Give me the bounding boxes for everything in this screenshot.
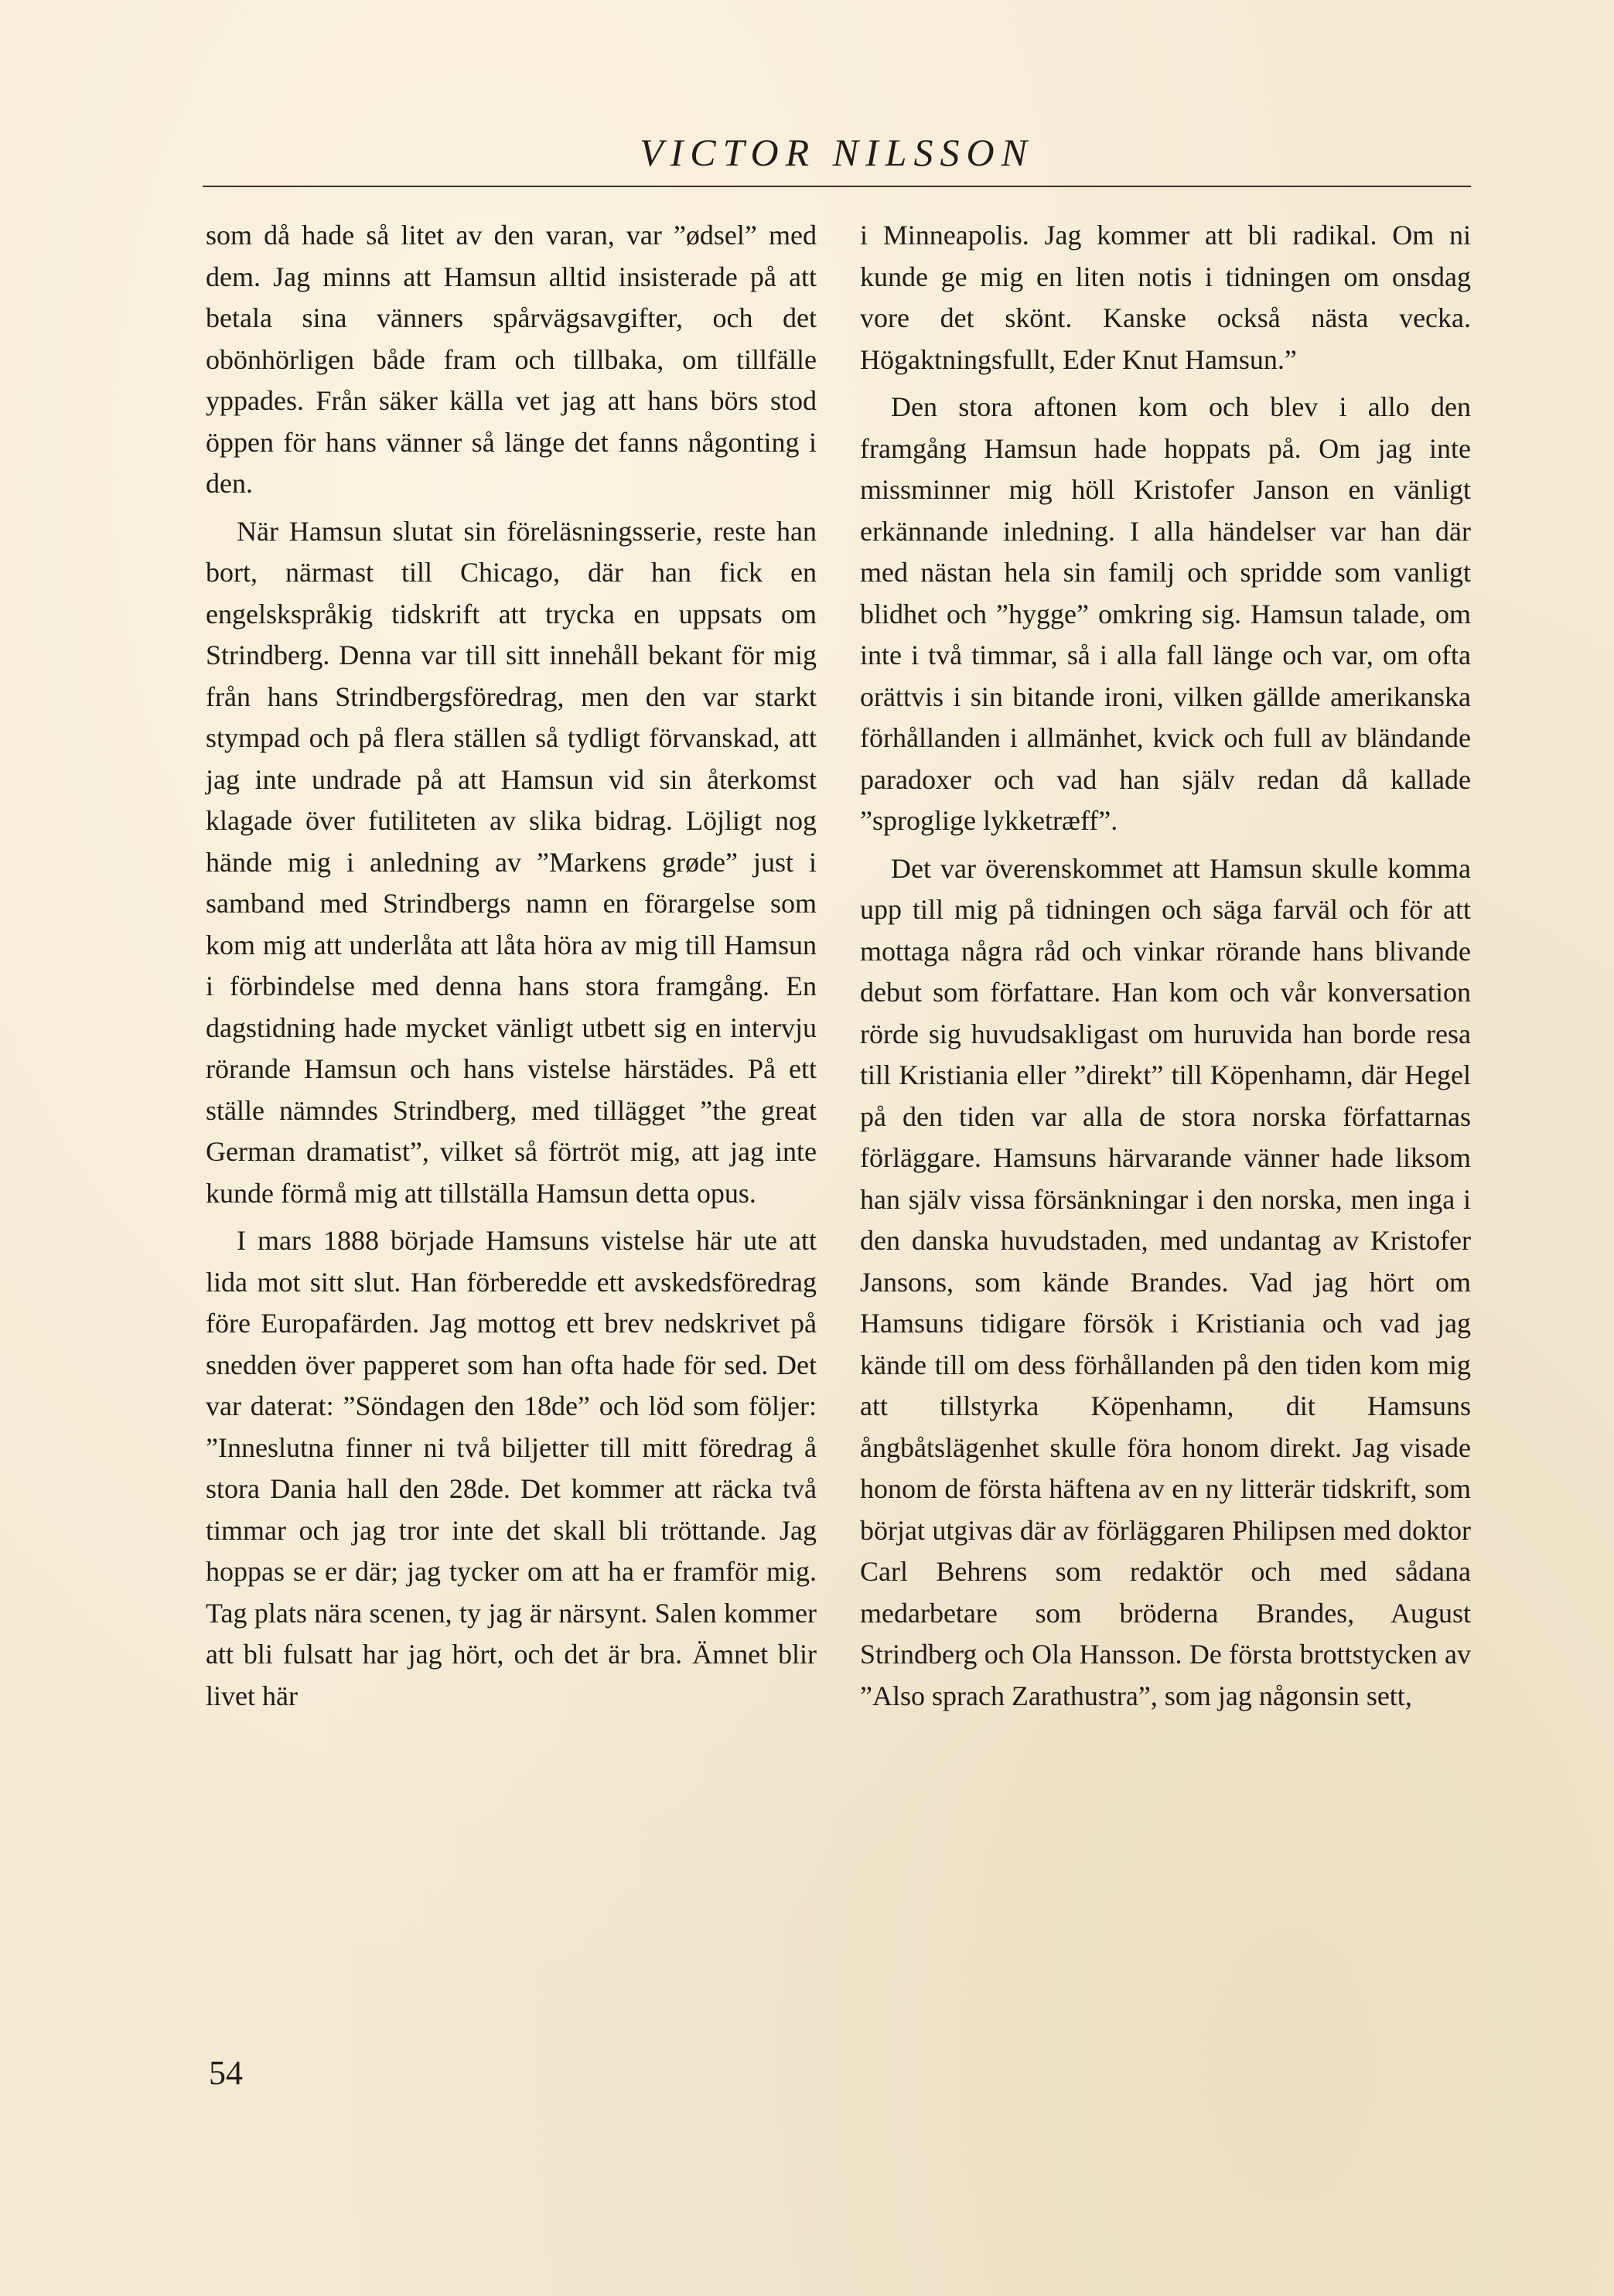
left-column xyxy=(206,215,817,1717)
paragraph: Det var överenskommet att Hamsun skulle komma upp till mig på tidningen och säga farväl och för att mottaga några råd och vinkar rörande hans blivande debut som författare. Han kom och vår konversation rörde sig huvudsakligast om huruvida han borde resa till Kristiania eller ”direkt” till Köpenhamn, där Hegel på den tiden var alla de stora norska författarnas förläggare. Hamsuns härvarande vänner hade liksom han själv vissa försänkningar i den norska, men inga i den danska huvudstaden, med undantag av Kristofer Jansons, som kände Brandes. Vad jag hört om Hamsuns tidigare försök i Kristiania och vad jag kände till om dess förhållanden på den tiden kom mig att tillstyrka Köpenhamn, dit Hamsuns ångbåtslägenhet skulle föra honom direkt. Jag visade honom de första häftena av en ny litterär tidskrift, som börjat utgivas där av förläggaren Philipsen med doktor Carl Behrens som redaktör och med sådana medarbetare som bröderna Brandes, August Strindberg och Ola Hansson. De första brottstycken av ”Also sprach Zarathustra”, som jag någonsin sett, xyxy=(860,852,1471,1711)
right-column xyxy=(860,215,1471,1717)
paragraph: I mars 1888 började Hamsuns vistelse här ute att lida mot sitt slut. Han förberedde ett avskedsföredrag före Europafärden. Jag mottog ett brev nedskrivet på snedden över papperet som han ofta hade för sed. Det var daterat: ”Söndagen den 18de” och löd som följer: ”Inneslutna finner ni två biljetter till mitt föredrag å stora Dania hall den 28de. Det kommer att räcka två timmar och jag tror inte det skall bli tröttande. Jag hoppas se er där; jag tycker om att ha er framför mig. Tag plats nära scenen, ty jag är närsynt. Salen kommer att bli fulsatt har jag hört, och det är bra. Ämnet blir livet här xyxy=(206,1225,817,1711)
paragraph: Den stora aftonen kom och blev i allo den framgång Hamsun hade hoppats på. Om jag inte missminner mig höll Kristofer Janson en vänligt erkännande inledning. I alla händelser var han där med nästan hela sin familj och spridde som vanligt blidhet och ”hygge” omkring sig. Hamsun talade, om inte i två timmar, så i alla fall länge och var, om ofta orättvis i sin bitande ironi, vilken gällde amerikanska förhållanden i allmänhet, kvick och full av bländande paradoxer och vad han själv redan då kallade ”sproglige lykketræff”. xyxy=(860,391,1471,836)
paragraph: som då hade så litet av den varan, var ”ødsel” med dem. Jag minns att Hamsun alltid insisterade på att betala sina vänners spårvägsavgifter, och det obönhörligen både fram och tillbaka, om tillfälle yppades. Från säker källa vet jag att hans börs stod öppen för hans vänner så länge det fanns någonting i den. xyxy=(206,220,817,499)
paragraph: i Minneapolis. Jag kommer att bli radikal. Om ni kunde ge mig en liten notis i tidningen om onsdag vore det skönt. Kanske också nästa vecka. Högaktningsfullt, Eder Knut Hamsun.” xyxy=(860,220,1471,375)
header-rule xyxy=(203,186,1471,187)
running-head: VICTOR NILSSON xyxy=(640,131,1034,174)
page-number: 54 xyxy=(209,2054,243,2092)
paragraph: När Hamsun slutat sin föreläsningsserie, reste han bort, närmast till Chicago, där han fick en engelskspråkig tidskrift att trycka en uppsats om Strindberg. Denna var till sitt innehåll bekant för mig från hans Strindbergsföredrag, men den var starkt stympad och på flera ställen så tydligt förvanskad, att jag inte undrade på att Hamsun vid sin återkomst klagade över futiliteten av slika bidrag. Löjligt nog hände mig i anledning av ”Markens grøde” just i samband med Strindbergs namn en förargelse som kom mig att underlåta att låta höra av mig till Hamsun i förbindelse med denna hans stora framgång. En dagstidning hade mycket vänligt utbett sig en intervju rörande Hamsun och hans vistelse härstädes. På ett ställe nämndes Strindberg, med tillägget ”the great German dramatist”, vilket så förtröt mig, att jag inte kunde förmå mig att tillställa Hamsun detta opus. xyxy=(206,515,817,1209)
